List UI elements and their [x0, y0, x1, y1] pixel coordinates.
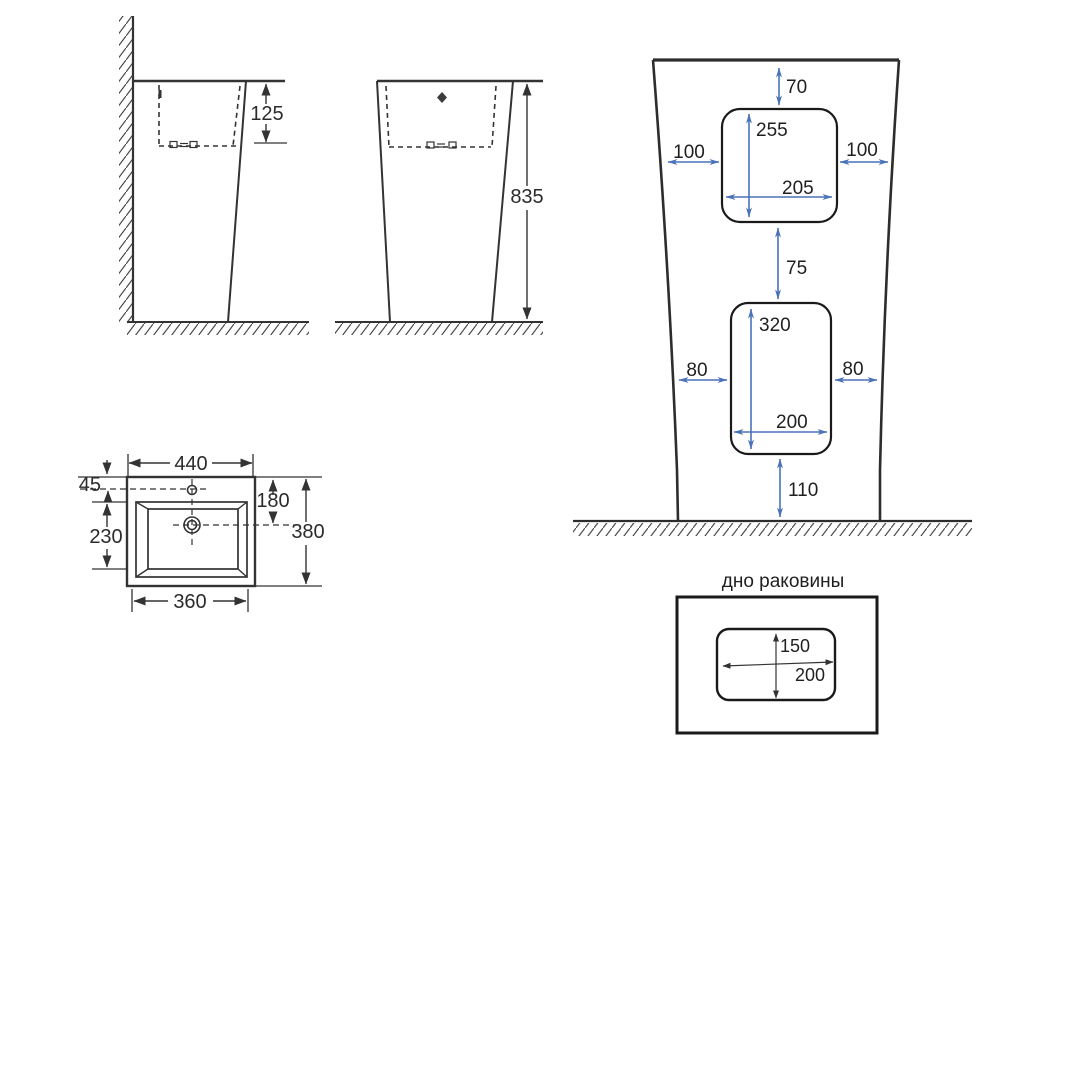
basin-hidden-left: [386, 86, 389, 147]
wall-hatching: [119, 16, 133, 322]
dim-total-height: [510, 84, 543, 319]
dim-360-label: 360: [173, 591, 207, 613]
dim-between-gap: [778, 228, 807, 299]
front-view: [335, 81, 544, 335]
dim-cutout1-right-gap: [840, 140, 888, 162]
dim-cutout2-right-gap: [835, 359, 877, 380]
dim-440-label: 440: [174, 453, 208, 475]
dim-basin-depth: [250, 84, 287, 143]
dim-80-left-label: 80: [686, 360, 708, 381]
dim-faucet-offset: [79, 460, 108, 500]
dim-320-label: 320: [759, 315, 791, 336]
dim-835-label: 835: [510, 186, 544, 208]
dim-bottom-gap: [780, 459, 818, 517]
dim-45-label: 45: [78, 474, 101, 496]
dim-200-bottom-label: 200: [795, 665, 826, 685]
dim-80-right-label: 80: [842, 359, 864, 380]
drain-marks: [427, 142, 456, 148]
dim-drain-offset: [256, 480, 289, 523]
basin-hidden-right: [492, 86, 496, 147]
pedestal-left-edge: [653, 60, 678, 521]
dim-180-label: 180: [256, 490, 290, 512]
dim-110-label: 110: [788, 480, 819, 501]
dim-top-gap: [779, 68, 807, 105]
basin-inner-outline: [148, 509, 238, 569]
dim-cutout1-width: [726, 178, 832, 199]
dim-380-label: 380: [291, 521, 325, 543]
dim-255-label: 255: [756, 120, 788, 141]
dim-cutout2-left-gap: [679, 360, 727, 381]
ground-hatching: [573, 523, 972, 536]
dim-200-label: 200: [776, 412, 808, 433]
dim-cutout1-height: [749, 114, 788, 217]
sink-bottom-view: [677, 571, 877, 733]
back-view: [573, 60, 972, 536]
dim-total-width: [128, 453, 253, 476]
dim-205-label: 205: [782, 178, 814, 199]
dim-100-left-label: 100: [673, 142, 705, 163]
dim-150-label: 150: [780, 636, 811, 656]
dim-125-label: 125: [250, 103, 284, 125]
dim-75-label: 75: [786, 258, 808, 279]
plan-view: [78, 453, 325, 613]
side-view: [119, 16, 309, 335]
dim-basin-width: [132, 589, 248, 613]
sink-bottom-outline: [677, 597, 877, 733]
floor-hatching: [335, 323, 543, 335]
dim-basin-depth: [89, 502, 126, 569]
floor-hatching: [127, 323, 309, 335]
faucet-hole-diamond: [437, 92, 447, 103]
dim-total-depth: [291, 479, 324, 584]
dim-70-label: 70: [786, 77, 808, 98]
basin-hidden-right: [233, 86, 240, 146]
dim-cutout2-width: [734, 412, 827, 433]
drain-marks: [170, 142, 197, 148]
pedestal-right-edge: [880, 60, 899, 521]
dim-cutout1-left-gap: [668, 142, 719, 163]
dim-230-label: 230: [89, 526, 123, 548]
dim-100-right-label: 100: [846, 140, 878, 161]
sink-bottom-title: дно раковины: [721, 571, 845, 592]
